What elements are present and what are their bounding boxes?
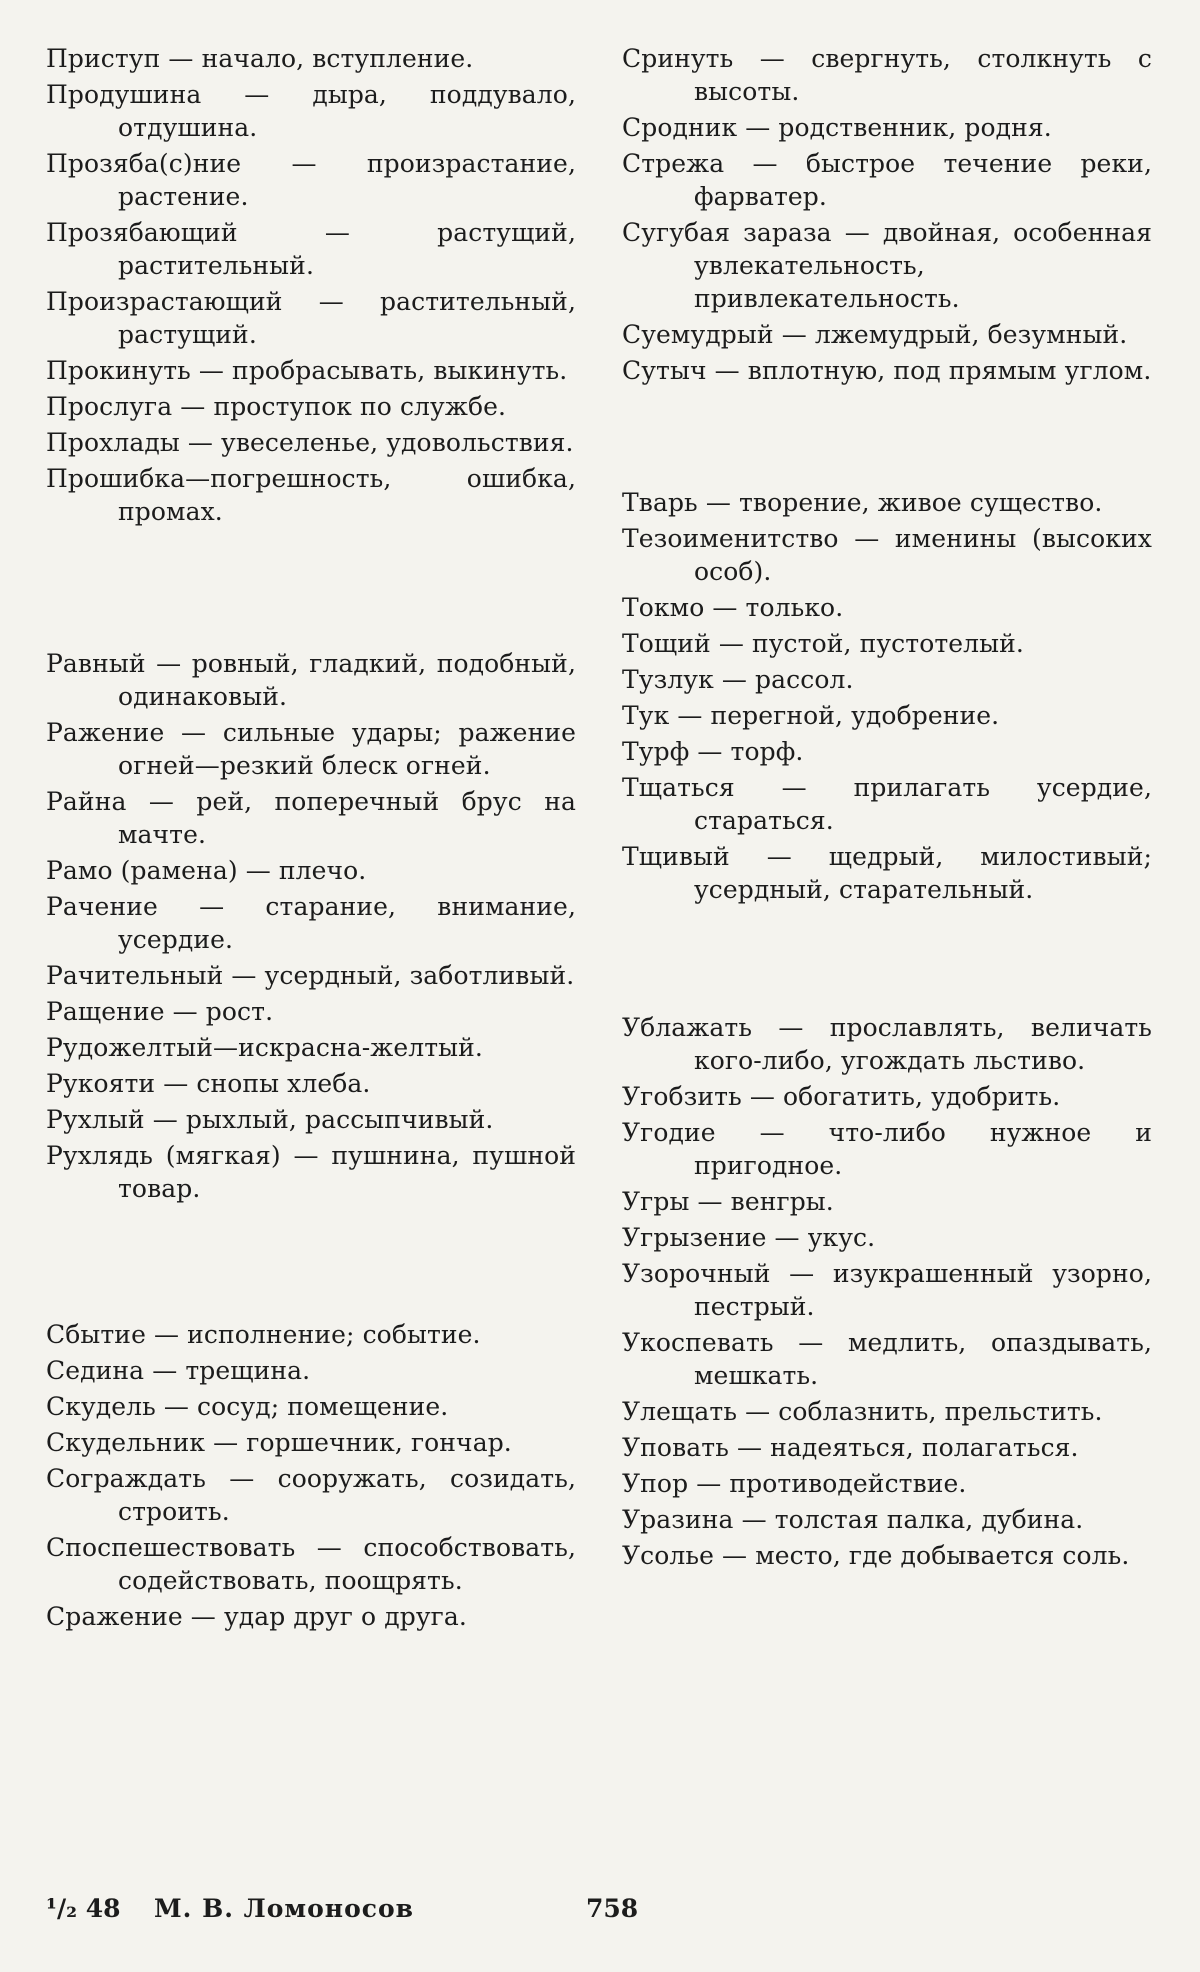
glossary-entry: Угобзить — обогатить, удобрить. (622, 1082, 1061, 1111)
glossary-entry: Усолье — место, где добывается соль. (622, 1541, 1130, 1570)
glossary-entry: Сродник — родственник, родня. (622, 113, 1052, 142)
section-r (46, 647, 576, 1205)
left-column (46, 42, 576, 1636)
section-s-continued (622, 42, 1152, 387)
glossary-entry: Угрызение — укус. (622, 1223, 876, 1252)
section-u (622, 1011, 1152, 1572)
section-spacer (46, 531, 576, 647)
glossary-entry: Сбытие — исполнение; событие. (46, 1320, 481, 1349)
glossary-entry: Угодие — что-либо нужное и пригодное. (622, 1118, 1152, 1180)
glossary-entry: Тварь — творение, живое существо. (622, 488, 1103, 517)
glossary-entry: Прокинуть — пробрасывать, выкинуть. (46, 356, 568, 385)
glossary-entry: Тузлук — рассол. (622, 665, 854, 694)
page-footer (46, 1894, 1146, 1934)
glossary-entry: Рухлядь (мягкая) — пушнина, пушной товар. (46, 1141, 576, 1203)
glossary-entry: Тощий — пустой, пустотелый. (622, 629, 1024, 658)
glossary-entry: Прослуга — проступок по службе. (46, 392, 507, 421)
glossary-entry: Стрежа — быстрое течение реки, фарватер. (622, 149, 1152, 211)
glossary-entry: Приступ — начало, вступление. (46, 44, 474, 73)
glossary-entry: Райна — рей, поперечный брус на мачте. (46, 787, 576, 849)
section-p (46, 42, 576, 528)
glossary-entry: Тезоименитство — именины (высоких особ). (622, 524, 1152, 586)
glossary-entry: Сутыч — вплотную, под прямым углом. (622, 356, 1152, 385)
glossary-entry: Рачение — старание, внимание, усердие. (46, 892, 576, 954)
glossary-entry: Узорочный — изукрашенный узорно, пестрый. (622, 1259, 1152, 1321)
glossary-entry: Уповать — надеяться, полагаться. (622, 1433, 1079, 1462)
glossary-entry: Седина — трещина. (46, 1356, 311, 1385)
printer-signature: ¹/₂ 48 (46, 1894, 121, 1923)
page-number: 758 (586, 1894, 639, 1923)
glossary-entry: Угры — венгры. (622, 1187, 834, 1216)
glossary-entry: Рукояти — снопы хлеба. (46, 1069, 371, 1098)
glossary-entry: Споспешествовать — способствовать, содействовать, поощрять. (46, 1533, 576, 1595)
glossary-entry: Суемудрый — лжемудрый, безумный. (622, 320, 1128, 349)
glossary-entry: Улещать — соблазнить, прельстить. (622, 1397, 1103, 1426)
glossary-entry: Рамо (рамена) — плечо. (46, 856, 367, 885)
section-spacer (46, 1208, 576, 1318)
glossary-entry: Тук — перегной, удобрение. (622, 701, 1000, 730)
glossary-entry: Рухлый — рыхлый, рассыпчивый. (46, 1105, 494, 1134)
glossary-entry: Ращение — рост. (46, 997, 274, 1026)
glossary-entry: Равный — ровный, гладкий, подобный, одинаковый. (46, 649, 576, 711)
glossary-entry: Сринуть — свергнуть, столкнуть с высоты. (622, 44, 1152, 106)
glossary-entry: Прозяба(с)ние — произрастание, растение. (46, 149, 576, 211)
glossary-entry: Прозябающий — растущий, растительный. (46, 218, 576, 280)
glossary-entry: Сугубая зараза — двойная, особенная увлекательность, привлекательность. (622, 218, 1152, 313)
glossary-entry: Продушина — дыра, поддувало, отдушина. (46, 80, 576, 142)
glossary-entry: Рудожелтый—искрасна-желтый. (46, 1033, 483, 1062)
glossary-entry: Скудель — сосуд; помещение. (46, 1392, 449, 1421)
glossary-entry: Турф — торф. (622, 737, 804, 766)
glossary-entry: Произрастающий — растительный, растущий. (46, 287, 576, 349)
running-author: М. В. Ломоносов (154, 1894, 415, 1923)
glossary-entry: Рачительный — усердный, заботливый. (46, 961, 575, 990)
section-t (622, 486, 1152, 906)
glossary-entry: Уразина — толстая палка, дубина. (622, 1505, 1084, 1534)
glossary-entry: Сражение — удар друг о друга. (46, 1602, 467, 1631)
glossary-entry: Упор — противодействие. (622, 1469, 967, 1498)
section-s (46, 1318, 576, 1633)
section-spacer (622, 390, 1152, 486)
glossary-entry: Прохлады — увеселенье, удовольствия. (46, 428, 574, 457)
section-spacer (622, 909, 1152, 1011)
glossary-entry: Сограждать — сооружать, созидать, строить. (46, 1464, 576, 1526)
glossary-entry: Скудельник — горшечник, гончар. (46, 1428, 512, 1457)
glossary-entry: Токмо — только. (622, 593, 844, 622)
glossary-entry: Укоспевать — медлить, опаздывать, мешкать. (622, 1328, 1152, 1390)
glossary-entry: Ражение — сильные удары; ражение огней—резкий блеск огней. (46, 718, 576, 780)
right-column (622, 42, 1152, 1575)
glossary-entry: Тщаться — прилагать усердие, стараться. (622, 773, 1152, 835)
glossary-entry: Тщивый — щедрый, милостивый; усердный, старательный. (622, 842, 1152, 904)
glossary-entry: Ублажать — прославлять, величать кого-либо, угождать льстиво. (622, 1013, 1152, 1075)
glossary-entry: Прошибка—погрешность, ошибка, промах. (46, 464, 576, 526)
